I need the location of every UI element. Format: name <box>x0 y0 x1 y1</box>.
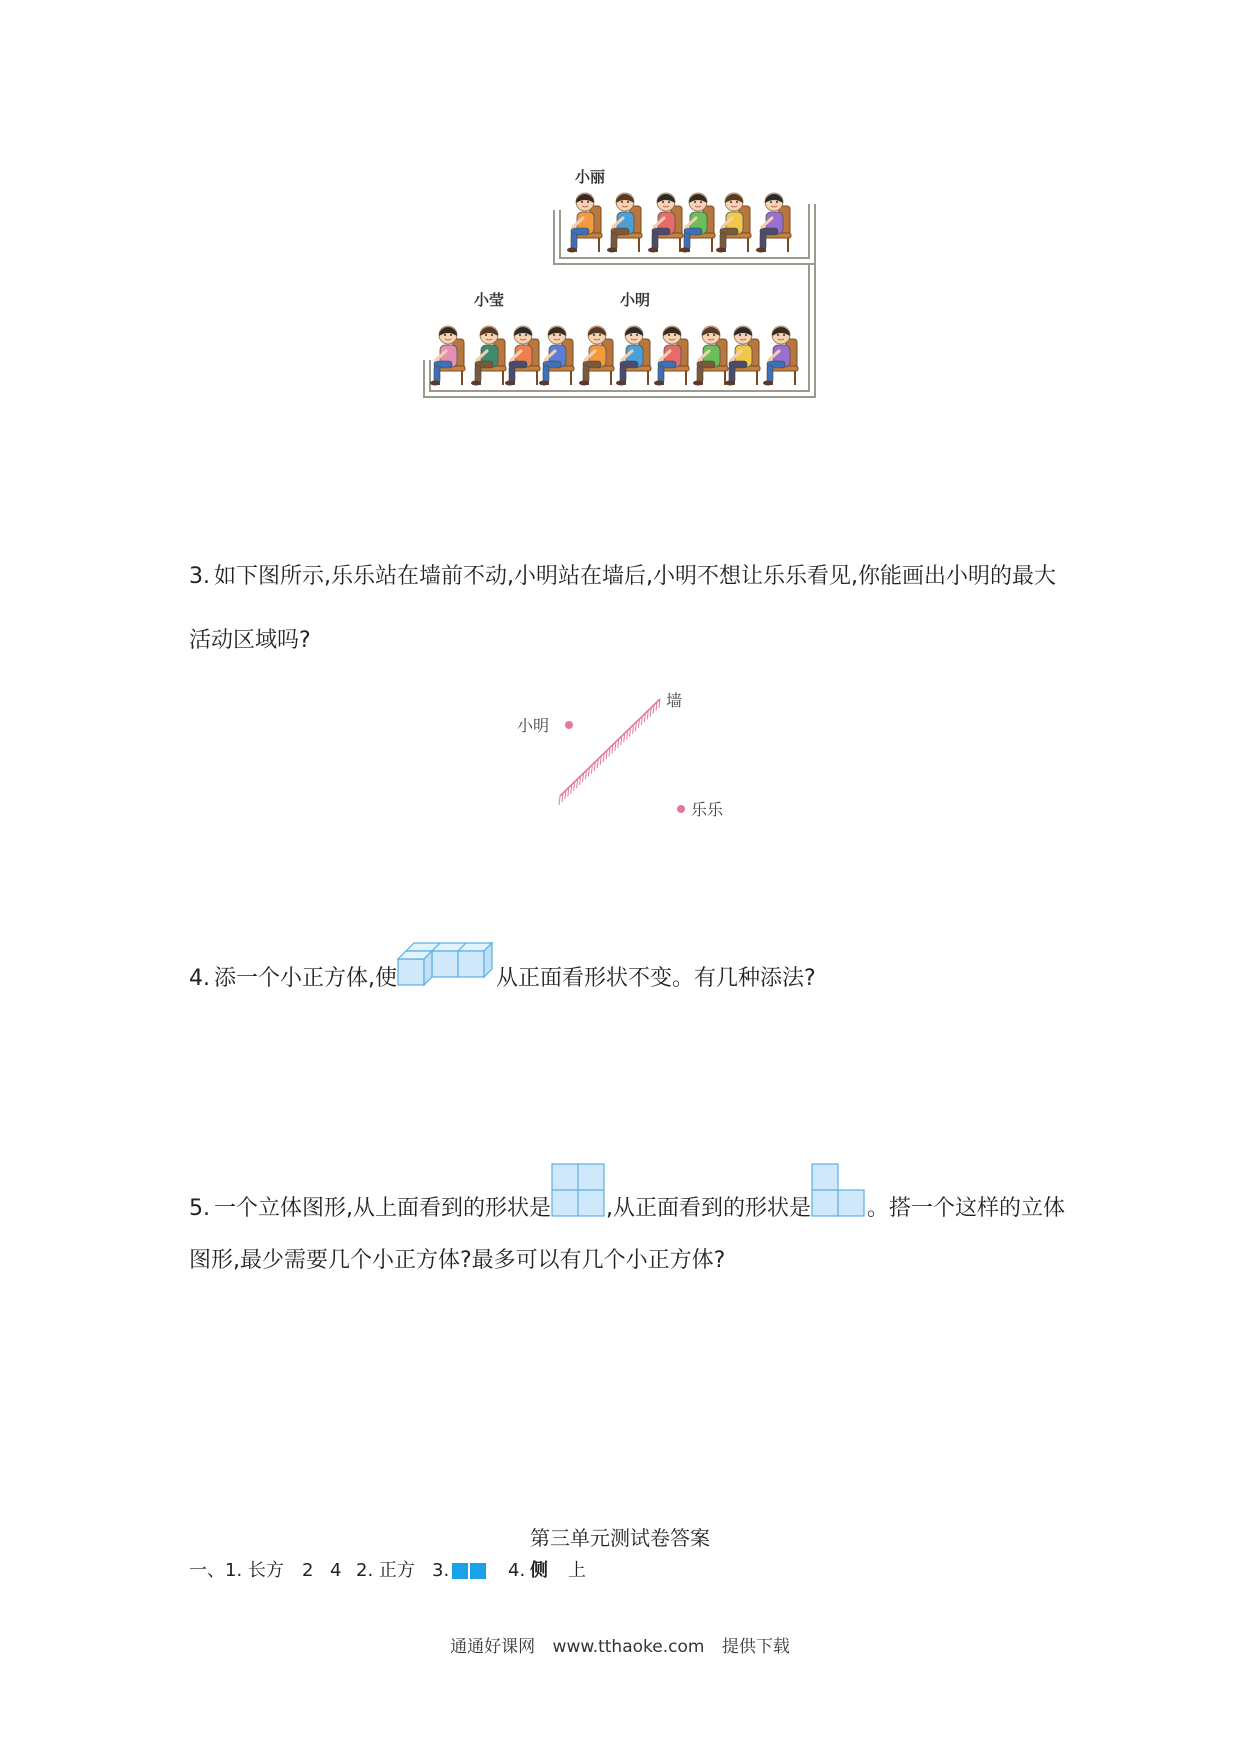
student-figure <box>607 193 642 253</box>
student-shin <box>684 233 690 249</box>
student-figure <box>756 193 791 253</box>
footer-site-name: 通通好课网 <box>450 1637 536 1657</box>
student-shoe <box>539 381 549 386</box>
student-eye <box>485 334 487 336</box>
student-figure <box>616 326 651 386</box>
front-view-bottom-right <box>838 1190 864 1216</box>
q4-line <box>189 935 816 993</box>
student-shin <box>697 366 703 382</box>
student-shoe <box>579 381 589 386</box>
student-eye <box>770 201 772 203</box>
back-cube-face-2 <box>432 951 458 977</box>
student-figure <box>430 326 465 386</box>
q4-text-after: 从正面看形状不变。有几种添法? <box>496 966 816 991</box>
answer-1-value-a: 2 <box>302 1560 314 1581</box>
student-eye <box>668 334 670 336</box>
student-shin <box>475 366 481 382</box>
student-eye <box>700 201 702 203</box>
q5-text-part-2: ,从正面看到的形状是 <box>606 1196 811 1221</box>
answer-1-value-b: 4 <box>330 1560 342 1581</box>
students-group <box>430 193 798 386</box>
q3-text-line-1: 如下图所示,乐乐站在墙前不动,小明站在墙后,小明不想让乐乐看见,你能画出小明的最大 <box>214 564 1056 589</box>
back-cube-face-3 <box>458 951 484 977</box>
student-shoe <box>680 248 690 253</box>
student-eye <box>707 334 709 336</box>
student-figure <box>579 326 614 386</box>
student-figure <box>763 326 798 386</box>
q3-line-1 <box>189 563 1056 591</box>
q4-number: 4. <box>189 966 210 991</box>
student-eye <box>674 334 676 336</box>
student-figure <box>693 326 728 386</box>
diagram-label-lele: 乐乐 <box>691 800 724 819</box>
student-figure <box>648 193 683 253</box>
student-eye <box>621 201 623 203</box>
wall-hatch-tick <box>559 796 560 805</box>
student-eye <box>713 334 715 336</box>
answer-3-square-2 <box>470 1563 486 1579</box>
front-view-bottom-left <box>812 1190 838 1216</box>
student-eye <box>694 201 696 203</box>
student-eye <box>630 334 632 336</box>
student-eye <box>745 334 747 336</box>
student-shin <box>729 366 735 382</box>
student-shoe <box>505 381 515 386</box>
q5-line-1 <box>189 1164 1065 1223</box>
student-shoe <box>763 381 773 386</box>
student-figure <box>725 326 760 386</box>
bleachers-illustration <box>420 160 830 400</box>
student-shin <box>658 366 664 382</box>
student-eye <box>559 334 561 336</box>
student-shoe <box>607 248 617 253</box>
q3-number: 3. <box>189 564 210 589</box>
student-eye <box>444 334 446 336</box>
student-shin <box>652 233 658 249</box>
student-eye <box>636 334 638 336</box>
student-eye <box>739 334 741 336</box>
front-view-top-left <box>812 1164 838 1190</box>
label-xiaoying: 小莹 <box>474 291 505 309</box>
diagram-label-wall: 墙 <box>666 691 683 710</box>
student-eye <box>581 201 583 203</box>
student-figure <box>654 326 689 386</box>
student-shoe <box>648 248 658 253</box>
student-shin <box>620 366 626 382</box>
student-eye <box>776 201 778 203</box>
student-shin <box>543 366 549 382</box>
student-figure <box>680 193 715 253</box>
q5-number: 5. <box>189 1196 210 1221</box>
student-eye <box>783 334 785 336</box>
student-shin <box>571 233 577 249</box>
front-cube-face <box>398 959 424 985</box>
student-figure <box>716 193 751 253</box>
xiaoming-dot <box>565 721 573 729</box>
student-shin <box>434 366 440 382</box>
answer-4-value-b: 上 <box>568 1560 586 1581</box>
student-shoe <box>567 248 577 253</box>
q4-text-before: 添一个小正方体,使 <box>214 966 397 991</box>
student-shoe <box>693 381 703 386</box>
student-figure <box>539 326 574 386</box>
wall-hatching <box>559 699 660 805</box>
footer-url: www.tthaoke.com <box>552 1637 705 1657</box>
student-eye <box>553 334 555 336</box>
student-shin <box>760 233 766 249</box>
answer-4-number: 4. <box>508 1560 526 1581</box>
q5-text-part-3: 。搭一个这样的立体 <box>867 1196 1066 1221</box>
student-eye <box>587 201 589 203</box>
student-figure <box>567 193 602 253</box>
student-shin <box>611 233 617 249</box>
lele-dot <box>677 805 685 813</box>
student-eye <box>730 201 732 203</box>
student-shin <box>583 366 589 382</box>
student-eye <box>736 201 738 203</box>
student-eye <box>593 334 595 336</box>
student-shin <box>720 233 726 249</box>
q5-line-2: 图形,最少需要几个小正方体?最多可以有几个小正方体? <box>189 1248 726 1273</box>
footer-download-note: 提供下载 <box>721 1637 790 1657</box>
label-xiaoming: 小明 <box>620 291 651 309</box>
student-eye <box>525 334 527 336</box>
student-eye <box>668 201 670 203</box>
answer-2: 2. 正方 <box>356 1560 415 1581</box>
student-eye <box>662 201 664 203</box>
footer <box>0 1635 1240 1659</box>
student-shoe <box>756 248 766 253</box>
back-row-top <box>406 943 492 951</box>
answers-title: 第三单元测试卷答案 <box>530 1526 710 1550</box>
q4-cube-figure <box>397 935 496 987</box>
student-shin <box>767 366 773 382</box>
q3-line-2: 活动区域吗? <box>189 628 311 653</box>
front-view-l-shape <box>811 1163 867 1217</box>
diagram-label-xiaoming: 小明 <box>517 716 550 735</box>
student-eye <box>491 334 493 336</box>
student-shin <box>509 366 515 382</box>
student-eye <box>519 334 521 336</box>
answer-4-value-a: 侧 <box>530 1560 548 1581</box>
student-shoe <box>430 381 440 386</box>
student-shoe <box>716 248 726 253</box>
student-eye <box>777 334 779 336</box>
student-figure <box>505 326 540 386</box>
student-eye <box>450 334 452 336</box>
answer-1: 一、1. 长方 <box>189 1560 284 1581</box>
student-shoe <box>654 381 664 386</box>
student-eye <box>627 201 629 203</box>
answer-3-number: 3. <box>432 1560 450 1581</box>
q3-wall-diagram <box>500 680 760 830</box>
answer-3-square-1 <box>452 1563 468 1579</box>
label-xiaoli: 小丽 <box>575 168 606 186</box>
student-shoe <box>725 381 735 386</box>
student-shoe <box>471 381 481 386</box>
student-shoe <box>616 381 626 386</box>
q5-text-part-1: 一个立体图形,从上面看到的形状是 <box>214 1196 551 1221</box>
student-eye <box>599 334 601 336</box>
top-view-grid <box>551 1163 606 1217</box>
student-figure <box>471 326 506 386</box>
